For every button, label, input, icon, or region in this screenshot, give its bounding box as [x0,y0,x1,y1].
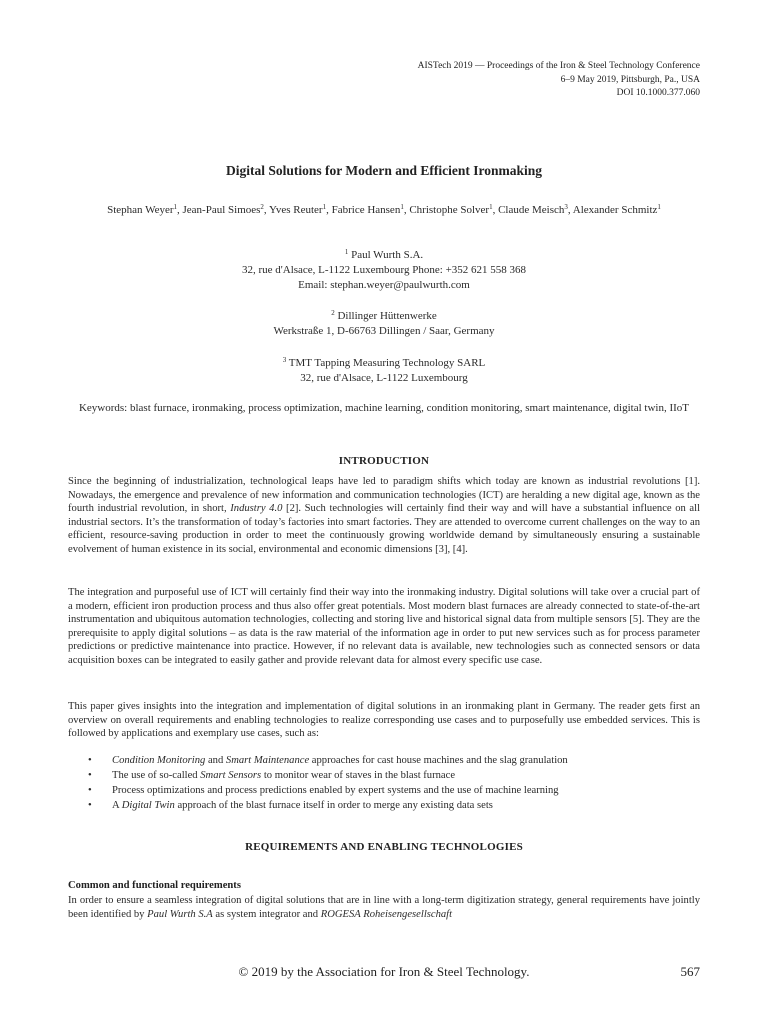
header-line-2: 6–9 May 2019, Pittsburgh, Pa., USA [560,74,700,85]
affiliation-2 [0,309,768,339]
author-list: Stephan Weyer$^1$, Jean-Paul Simoes$^2$, Yves Reuter$^1$, Fabrice Hansen$^1$, Christophe Solver$^1$, Claude Meisch$^3$, Alexander Schmitz$^1$ [107,203,661,216]
emphasis-text: Smart Maintenance [225,755,310,766]
section-heading-introduction: INTRODUCTION [338,455,430,467]
keywords: Keywords: blast furnace, ironmaking, process optimization, machine learning, condition monitoring, smart maintenance, digital twin, IIoT [78,402,690,414]
requirements-paragraph-1 [68,894,700,921]
author-name: Alexander Schmitz [572,204,658,216]
paper-title: Digital Solutions for Modern and Efficient Ironmaking [225,163,543,178]
emphasis-text: ROGESA Roheisengesellschaft [320,908,453,920]
intro-paragraph-2: The integration and purposeful use of ICT will certainly find their way into the ironmaking industry. Digital solutions will take over a crucial part of a modern, efficient iron production process and thus also offer great potentials. Most modern blast furnaces are already connected to state-of-the-art instrumentation and ubiquitous automation technologies, collecting and storing live and historical signal data from multiple sensors [5]. They are the prerequisite to apply digital solutions – as data is the raw material of the information age in order to put new services such as for process parameter predictions or predictive maintenance into practice. However, if no relevant data is available, new technologies such as connected sensors or data acquisition boxes can be integrated to easily gather and provide relevant data for almost every specific use case. [68,587,700,666]
emphasis-text: Industry 4.0 [230,503,283,514]
author-name: Yves Reuter [269,204,323,216]
header-line-1: AISTech 2019 — Proceedings of the Iron & Steel Technology Conference [417,61,700,71]
paragraph-text: In order to ensure a seamless integration of digital solutions that are in line with a long-term digitization strategy, general requirements have jointly been identified by [68,895,700,920]
list-item [88,783,700,798]
page-number: 567 [680,964,700,979]
emphasis-text: Digital Twin [121,800,175,811]
author-affil-marker: 1 [322,203,327,211]
list-text: approach of the blast furnace itself in order to merge any existing data sets [174,800,493,811]
author-name: Jean-Paul Simoes [182,204,261,216]
author-affil-marker: 1 [489,203,493,211]
list-item [88,753,700,768]
affiliation-1 [0,248,768,293]
list-text: The use of so-called [112,770,201,781]
affiliation-name: Paul Wurth S.A. [351,249,424,261]
bullet-symbol: • [88,785,92,796]
conference-header [418,60,700,101]
author-affil-marker: 1 [400,203,404,211]
author-affil-marker: 2 [260,203,264,211]
paragraph-text: [2]. Such technologies will certainly find their way and will have a substantial influence on all industrial sectors. It’s the transformation of today’s factories into smart factories. They are attended to overcome current challenges on the way to an efficient, resource-saving production in order to meet the continuously growing worldwide demand by simultaneously ensuring a sustainable evolvement of human existence in its social, environmental and economic dimensions [3], [4]. [68,503,701,555]
list-text: A [112,800,122,811]
author-affil-marker: 1 [173,203,177,211]
emphasis-text: Smart Sensors [200,770,262,781]
affiliation-marker: 1 [344,248,349,256]
author-name: Stephan Weyer [107,204,174,216]
author-name: Christophe Solver [409,204,490,216]
list-text: Process optimizations and process predictions enabled by expert systems and the use of machine learning [112,785,559,796]
affiliation-address: Werkstraße 1, D-66763 Dillingen / Saar, Germany [273,325,495,337]
bullet-symbol: • [88,755,92,766]
paragraph-text: as system integrator and [212,908,321,920]
affiliation-name: TMT Tapping Measuring Technology SARL [288,357,486,369]
bullet-symbol: • [88,770,92,781]
affiliation-3 [0,356,768,386]
affiliation-address: 32, rue d'Alsace, L-1122 Luxembourg [300,372,468,384]
list-item [88,798,700,813]
author-name: Claude Meisch [498,204,565,216]
list-text: approaches for cast house machines and the slag granulation [309,755,568,766]
emphasis-text: Paul Wurth S.A [147,908,213,920]
paragraph-text: Since the beginning of industrialization, technological leaps have led to paradigm shifts which today are known as industrial revolutions [1]. Nowadays, the emergence and prevalence of new information and communication technologies (ICT) are heralding a new digital age, known as the fourth industrial revolution, in short, [68,476,700,514]
affiliation-marker: 2 [331,309,335,317]
subsection-heading: Common and functional requirements [68,880,241,891]
author-affil-marker: 3 [564,203,568,211]
affiliation-marker: 3 [282,356,287,364]
header-doi: DOI 10.1000.377.060 [616,88,700,98]
affiliation-email: Email: stephan.weyer@paulwurth.com [298,279,470,291]
list-text: and [205,755,226,766]
list-text: to monitor wear of staves in the blast furnace [261,770,456,781]
bullet-symbol: • [88,800,92,811]
intro-paragraph-1 [68,475,700,556]
author-affil-marker: 1 [657,203,661,211]
author-name: Fabrice Hansen [331,204,401,216]
list-item [88,768,700,783]
intro-paragraph-3: This paper gives insights into the integration and implementation of digital solutions in an ironmaking plant in Germany. The reader gets first an overview on overall requirements and enabling technologies to realize corresponding use cases and to purposefully use embedded services. This is followed by applications and exemplary use cases, such as: [68,701,700,739]
affiliation-address: 32, rue d'Alsace, L-1122 Luxembourg Phone: +352 621 558 368 [241,264,527,276]
copyright-notice: © 2019 by the Association for Iron & Steel Technology. [238,964,530,979]
emphasis-text: Condition Monitoring [112,755,206,766]
affiliation-name: Dillinger Hüttenwerke [337,310,437,322]
use-case-list [88,753,700,813]
section-heading-requirements: REQUIREMENTS AND ENABLING TECHNOLOGIES [245,841,523,853]
